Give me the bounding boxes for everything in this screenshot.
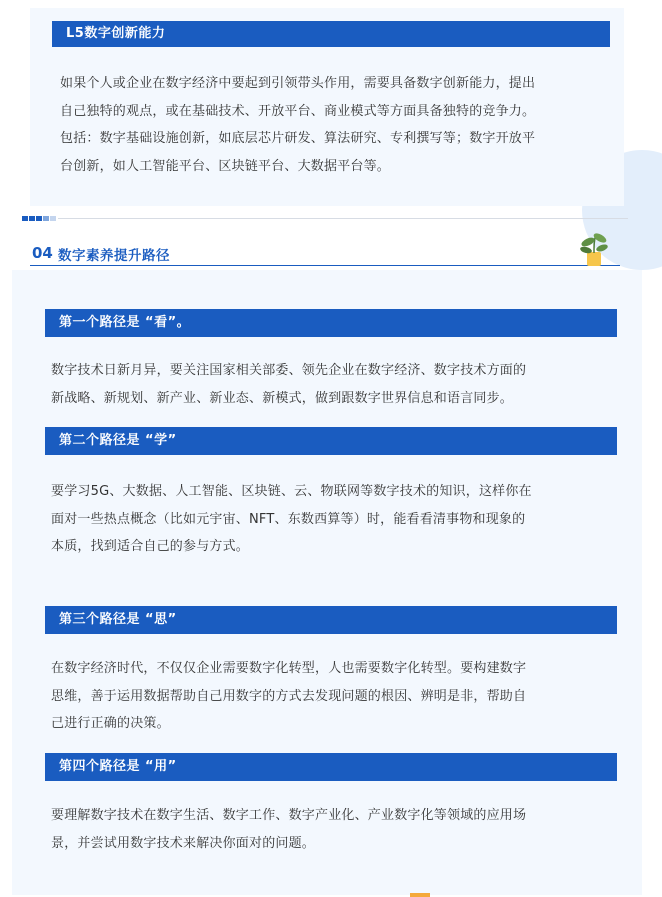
path-3-title-bar (45, 606, 617, 634)
path-4-line: 景，并尝试用数字技术来解决你面对的问题。 (51, 835, 316, 851)
path-2-line: 要学习5G、大数据、人工智能、区块链、云、物联网等数字技术的知识，这样你在 (51, 484, 532, 499)
path-1-line: 数字技术日新月异，要关注国家相关部委、领先企业在数字经济、数字技术方面的 (51, 363, 527, 378)
l5-title-bar (52, 21, 610, 47)
path-3-line: 在数字经济时代，不仅仅企业需要数字化转型，人也需要数字化转型。要构建数字 (51, 661, 527, 676)
path-4-title-bar (45, 753, 617, 781)
decor-square (22, 216, 28, 221)
decor-square (36, 216, 42, 221)
section-header (22, 208, 622, 268)
path-3-line: 思维，善于运用数据帮助自己用数字的方式去发现问题的根因、辨明是非，帮助自 (51, 688, 527, 704)
section-number: 04 (32, 244, 53, 262)
path-4-paragraph (51, 802, 617, 857)
path-1-title: 第一个路径是 “看”。 (59, 315, 191, 330)
path-2-paragraph (51, 478, 617, 561)
section-underline (30, 265, 620, 266)
plant-icon (574, 226, 614, 270)
section-title: 数字素养提升路径 (58, 248, 170, 264)
path-1-line: 新战略、新规划、新产业、新业态、新模式，做到跟数字世界信息和语言同步。 (51, 390, 514, 406)
path-1-title-bar (45, 309, 617, 337)
path-2-line: 面对一些热点概念（比如元宇宙、NFT、东数西算等）时，能看看清事物和现象的 (51, 511, 526, 527)
decor-square (43, 216, 49, 221)
path-2-title-bar (45, 427, 617, 455)
path-1-paragraph (51, 357, 617, 412)
path-3-line: 己进行正确的决策。 (51, 716, 170, 731)
l5-line: 包括：数字基础设施创新，如底层芯片研发、算法研究、专利撰写等；数字开放平 (60, 131, 536, 146)
path-2-line: 本质，找到适合自己的参与方式。 (51, 539, 250, 554)
divider-line (58, 218, 628, 219)
l5-title: L5数字创新能力 (66, 26, 166, 41)
decor-square (29, 216, 35, 221)
bottom-accent-bar (410, 893, 430, 897)
path-3-title: 第三个路径是 “思” (59, 612, 177, 627)
path-4-line: 要理解数字技术在数字生活、数字工作、数字产业化、产业数字化等领域的应用场 (51, 808, 527, 823)
l5-line: 台创新，如人工智能平台、区块链平台、大数据平台等。 (60, 158, 391, 174)
l5-line: 自己独特的观点，或在基础技术、开放平台、商业模式等方面具备独特的竞争力。 (60, 103, 536, 119)
l5-paragraph (60, 70, 610, 180)
path-4-title: 第四个路径是 “用” (59, 759, 177, 774)
path-2-title: 第二个路径是 “学” (59, 433, 177, 448)
decor-square (50, 216, 56, 221)
l5-line: 如果个人或企业在数字经济中要起到引领带头作用，需要具备数字创新能力，提出 (60, 76, 536, 91)
path-3-paragraph (51, 655, 617, 738)
